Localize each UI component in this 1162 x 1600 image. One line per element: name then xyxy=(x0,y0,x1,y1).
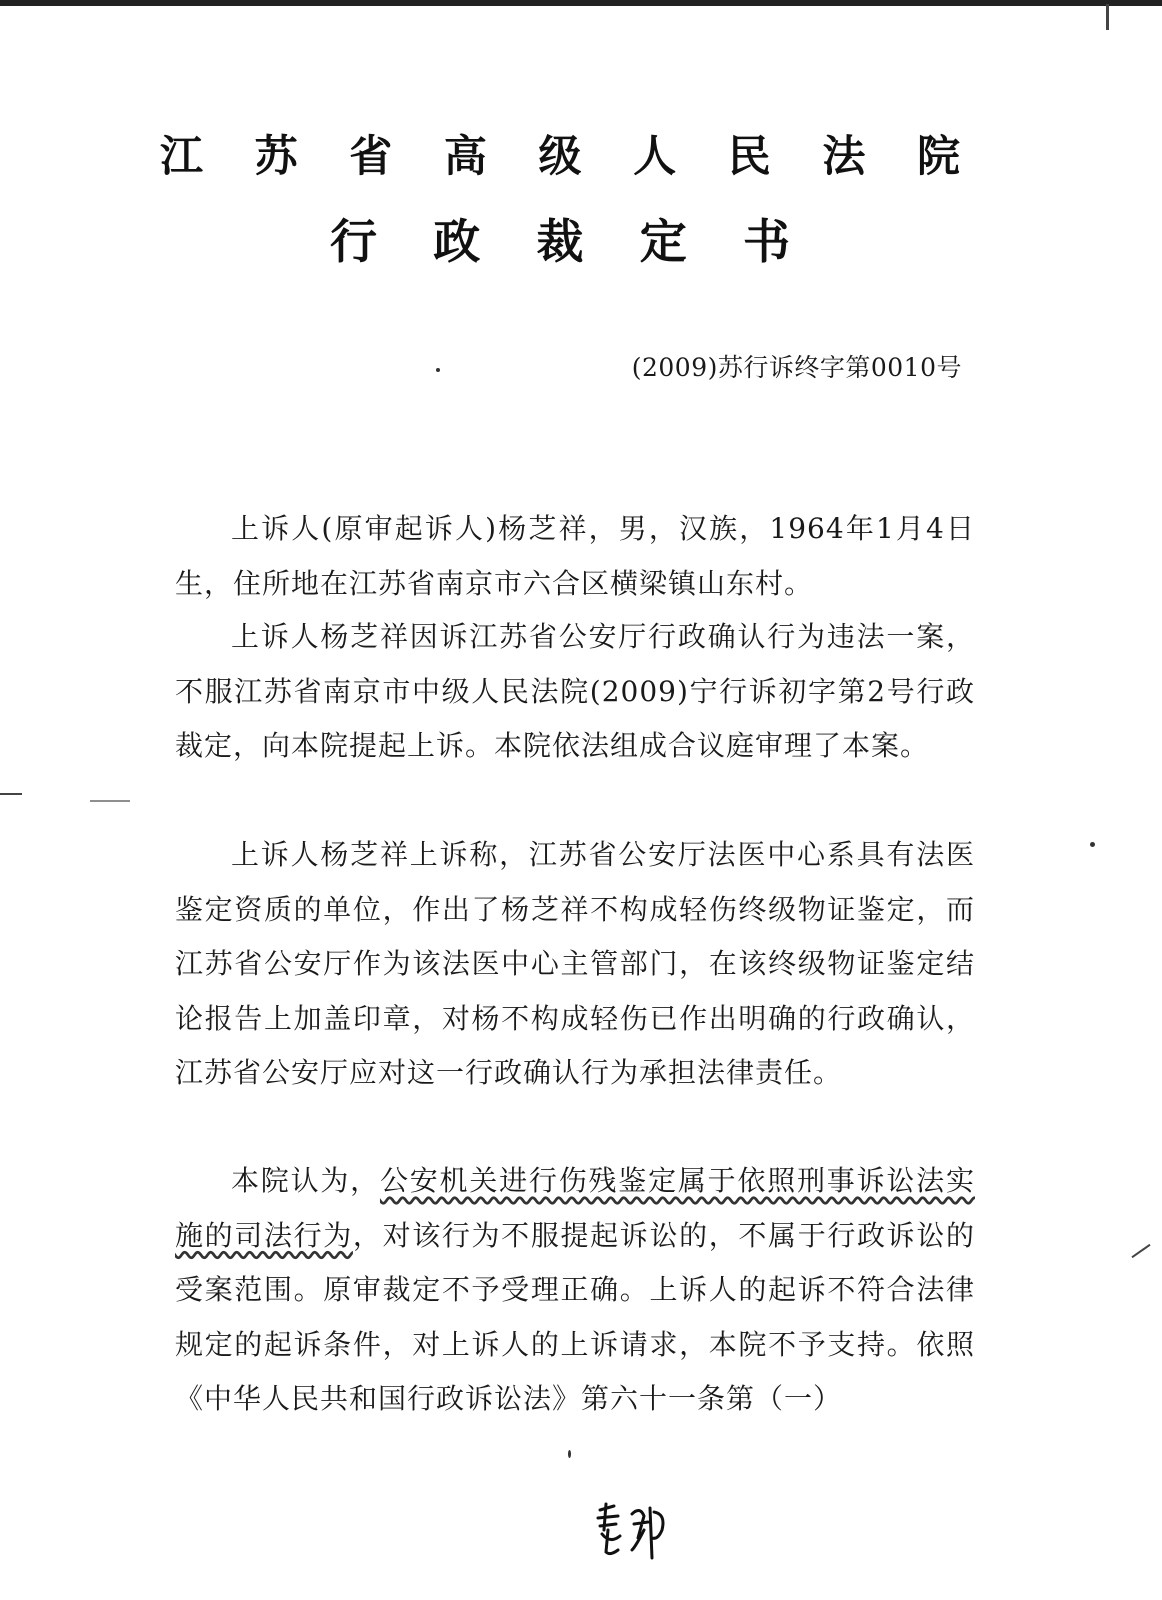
court-name-char: 江 xyxy=(160,132,203,182)
court-name-title xyxy=(160,128,960,186)
court-name-char: 民 xyxy=(727,132,771,182)
scan-speck xyxy=(436,368,440,372)
court-name-char: 院 xyxy=(917,132,960,182)
court-name-char: 苏 xyxy=(254,132,298,182)
document-type-title xyxy=(330,213,790,273)
doc-title-char: 定 xyxy=(639,215,687,270)
scan-margin-mark xyxy=(1131,1244,1150,1258)
scan-speck xyxy=(1090,842,1095,847)
doc-title-char: 行 xyxy=(330,215,377,270)
scan-margin-mark xyxy=(0,793,22,795)
paragraph-court-opinion xyxy=(175,1154,975,1427)
scan-margin-mark xyxy=(1106,4,1109,30)
paragraph-case-background xyxy=(175,610,975,774)
court-name-char: 高 xyxy=(443,132,487,182)
scan-margin-mark xyxy=(90,800,130,802)
paragraph-appeal-claims xyxy=(175,828,975,1101)
court-name-char: 法 xyxy=(822,132,866,182)
scan-top-edge xyxy=(0,0,1162,6)
paragraph-appellant-info xyxy=(175,502,975,611)
scan-speck xyxy=(568,1450,571,1458)
doc-title-char: 书 xyxy=(743,215,790,270)
paragraph-text: 上诉人杨芝祥上诉称，江苏省公安厅法医中心系具有法医鉴定资质的单位，作出了杨芝祥不构成轻伤终级物证鉴定，而江苏省公安厅作为该法医中心主管部门，在该终级物证鉴定结论报告上加盖印章，对杨不构成轻伤已作出明确的行政确认，江苏省公安厅应对这一行政确认行为承担法律责任。 xyxy=(175,838,975,1089)
handwritten-signature xyxy=(592,1500,672,1560)
doc-title-char: 裁 xyxy=(536,215,584,270)
underlined-text: 公安机关进行伤残鉴定属于依照刑事诉讼法实施的司法行为 xyxy=(175,1164,975,1252)
doc-title-char: 政 xyxy=(433,215,481,270)
court-name-char: 省 xyxy=(349,132,393,182)
paragraph-text: 本院认为， xyxy=(231,1164,380,1197)
paragraph-text: 上诉人(原审起诉人)杨芝祥，男，汉族，1964年1月4日生，住所地在江苏省南京市六合区横梁镇山东村。 xyxy=(175,512,975,600)
court-name-char: 人 xyxy=(633,132,677,182)
court-name-char: 级 xyxy=(538,132,582,182)
case-number: (2009)苏行诉终字第0010号 xyxy=(631,353,962,382)
paragraph-text: ，对该行为不服提起诉讼的，不属于行政诉讼的受案范围。原审裁定不予受理正确。上诉人的起诉不符合法律规定的起诉条件，对上诉人的上诉请求，本院不予支持。依照《中华人民共和国行政诉讼法》第六十一条第（一） xyxy=(175,1218,975,1415)
paragraph-text: 上诉人杨芝祥因诉江苏省公安厅行政确认行为违法一案，不服江苏省南京市中级人民法院(2009)宁行诉初字第2号行政裁定，向本院提起上诉。本院依法组成合议庭审理了本案。 xyxy=(175,620,975,762)
